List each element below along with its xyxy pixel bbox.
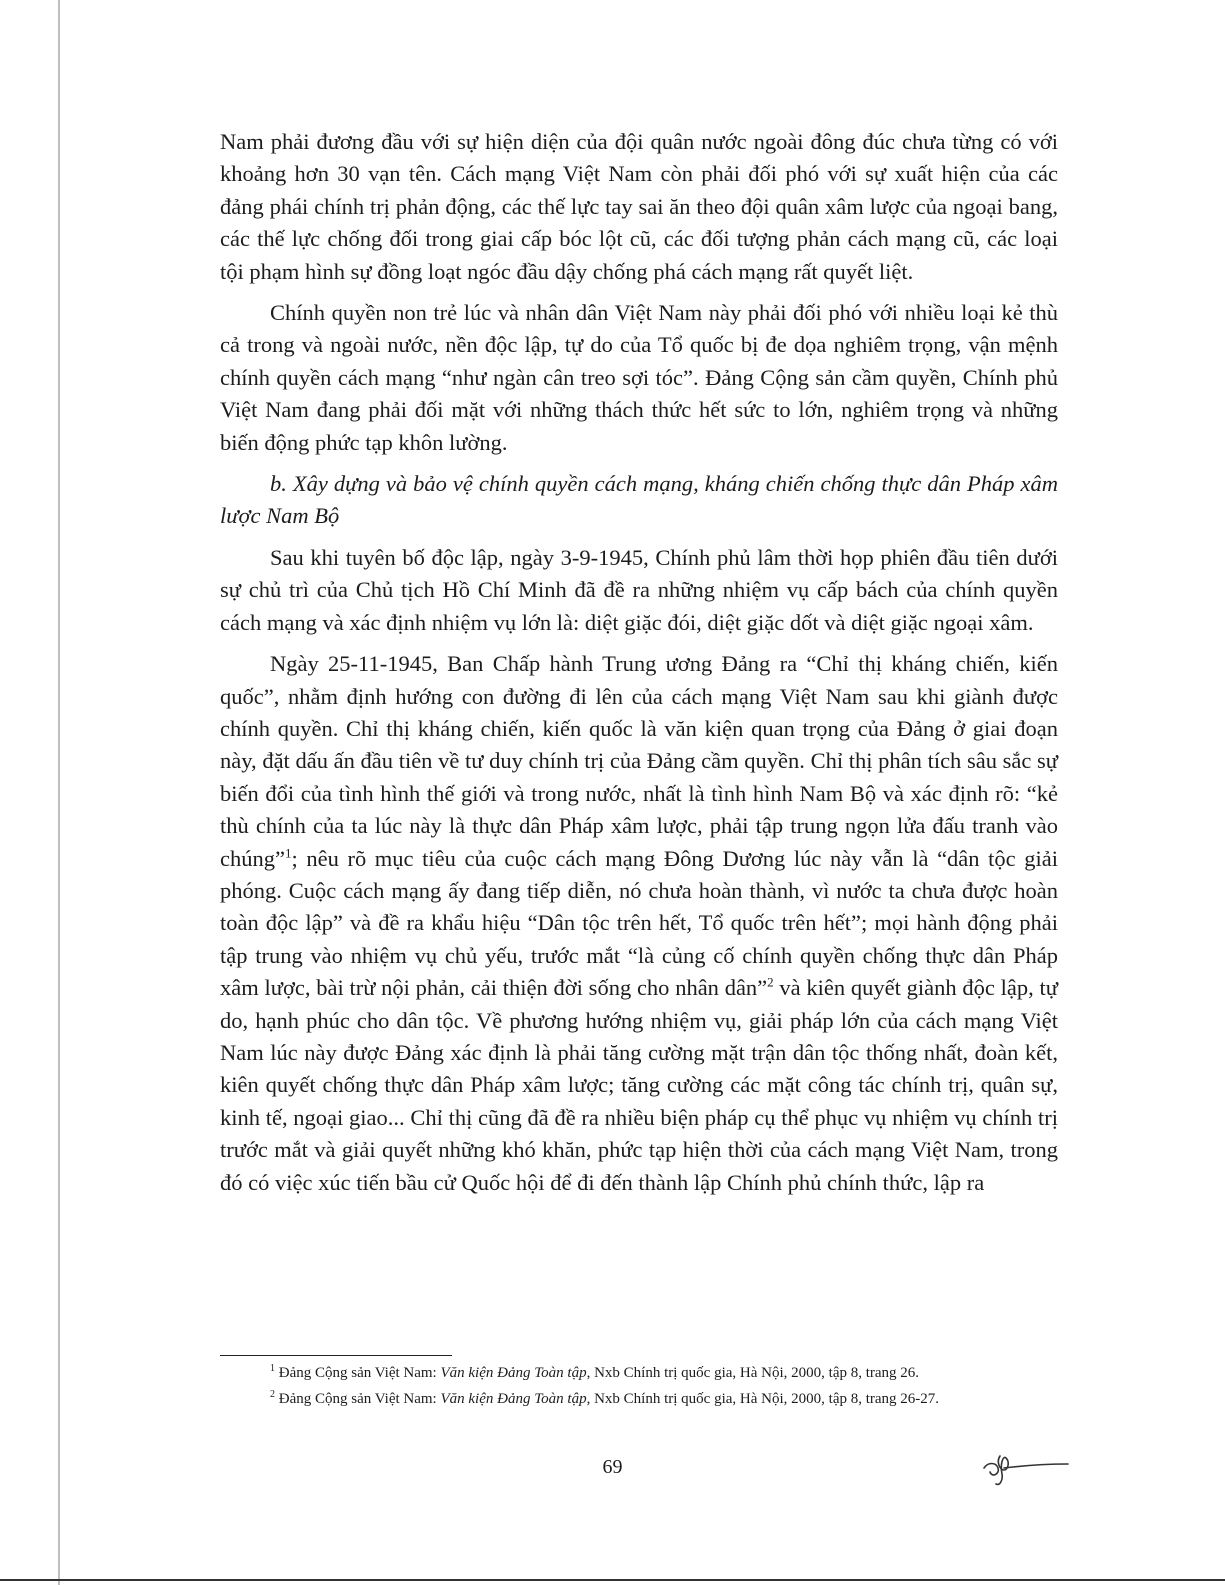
paragraph-with-footnotes: [220, 648, 1058, 1199]
footnote-title: Văn kiện Đảng Toàn tập: [440, 1391, 587, 1407]
footnote: [220, 1362, 1058, 1384]
footnote-number: 2: [270, 1389, 275, 1400]
footnote-details: , Nxb Chính trị quốc gia, Hà Nội, 2000, tập 8, trang 26-27.: [586, 1391, 940, 1407]
footnote-details: , Nxb Chính trị quốc gia, Hà Nội, 2000, tập 8, trang 26.: [586, 1365, 920, 1381]
footnote-divider: [220, 1355, 452, 1356]
signature-mark: [970, 1440, 1070, 1490]
paragraph-text: Ngày 25-11-1945, Ban Chấp hành Trung ương Đảng ra “Chỉ thị kháng chiến, kiến quốc”, nhằm định hướng con đường đi lên của cách mạng Việt Nam sau khi giành được chính quyền. Chỉ thị kháng chiến, kiến quốc là văn kiện quan trọng của Đảng ở giai đoạn này, đặt dấu ấn đầu tiên về tư duy chính trị của Đảng cầm quyền. Chỉ thị phân tích sâu sắc sự biến đổi của tình hình thế giới và trong nước, nhất là tình hình Nam Bộ và xác định rõ: “kẻ thù chính của ta lúc này là thực dân Pháp xâm lược, phải tập trung ngọn lửa đấu tranh vào chúng”: [220, 651, 1058, 871]
paragraph: Sau khi tuyên bố độc lập, ngày 3-9-1945, Chính phủ lâm thời họp phiên đầu tiên dưới sự chủ trì của Chủ tịch Hồ Chí Minh đã đề ra những nhiệm vụ cấp bách của chính quyền cách mạng và xác định nhiệm vụ lớn là: diệt giặc đói, diệt giặc dốt và diệt giặc ngoại xâm.: [220, 544, 1058, 635]
footnote-author: Đảng Cộng sản Việt Nam:: [278, 1365, 441, 1381]
footnote: [220, 1388, 1058, 1410]
paragraph: Chính quyền non trẻ lúc và nhân dân Việt Nam này phải đối phó với nhiều loại kẻ thù cả trong và ngoài nước, nền độc lập, tự do của Tổ quốc bị đe dọa nghiêm trọng, vận mệnh chính quyền cách mạng “như ngàn cân treo sợi tóc”. Đảng Cộng sản cầm quyền, Chính phủ Việt Nam đang phải đối mặt với những thách thức hết sức to lớn, nghiêm trọng và những biến động phức tạp khôn lường.: [220, 300, 1058, 455]
page-number: 69: [602, 1456, 623, 1478]
footnote-marker: 2: [767, 974, 774, 990]
footnotes: [220, 1362, 1058, 1414]
body-text: [220, 126, 1058, 1208]
footnote-marker: 1: [284, 845, 292, 861]
footnote-number: 1: [270, 1363, 275, 1374]
footnote-title: Văn kiện Đảng Toàn tập: [440, 1365, 587, 1381]
section-heading: b. Xây dựng và bảo vệ chính quyền cách mạng, kháng chiến chống thực dân Pháp xâm lược Nam Bộ: [220, 471, 1058, 529]
paragraph-text: ; nêu rõ mục tiêu của cuộc cách mạng Đông Dương lúc này vẫn là “dân tộc giải phóng. Cuộc cách mạng ấy đang tiếp diễn, nó chưa hoàn thành, vì nước ta chưa được hoàn toàn độc lập” và đề ra khẩu hiệu “Dân tộc trên hết, Tổ quốc trên hết”; mọi hành động phải tập trung vào nhiệm vụ chủ yếu, trước mắt “là củng cố chính quyền chống thực dân Pháp xâm lược, bài trừ nội phản, cải thiện đời sống cho nhân dân”: [220, 845, 1058, 1001]
page-bottom-edge: [0, 1579, 1225, 1581]
paragraph-continued: Nam phải đương đầu với sự hiện diện của đội quân nước ngoài đông đúc chưa từng có với khoảng hơn 30 vạn tên. Cách mạng Việt Nam còn phải đối phó với sự xuất hiện của các đảng phái chính trị phản động, các thế lực tay sai ăn theo đội quân xâm lược của ngoại bang, các thế lực chống đối trong giai cấp bóc lột cũ, các đối tượng phản cách mạng cũ, các loại tội phạm hình sự đồng loạt ngóc đầu dậy chống phá cách mạng rất quyết liệt.: [220, 129, 1058, 284]
paragraph-text: và kiên quyết giành độc lập, tự do, hạnh phúc cho dân tộc. Về phương hướng nhiệm vụ, giải pháp lớn của cách mạng Việt Nam lúc này được Đảng xác định là phải tăng cường mặt trận dân tộc thống nhất, đoàn kết, kiên quyết chống thực dân Pháp xâm lược; tăng cường các mặt công tác chính trị, quân sự, kinh tế, ngoại giao... Chỉ thị cũng đã đề ra nhiều biện pháp cụ thể phục vụ nhiệm vụ chính trị trước mắt và giải quyết những khó khăn, phức tạp hiện thời của cách mạng Việt Nam, trong đó có việc xúc tiến bầu cử Quốc hội để đi đến thành lập Chính phủ chính thức, lập ra: [220, 975, 1058, 1195]
page-binding-edge: [58, 0, 60, 1585]
footnote-author: Đảng Cộng sản Việt Nam:: [278, 1391, 441, 1407]
